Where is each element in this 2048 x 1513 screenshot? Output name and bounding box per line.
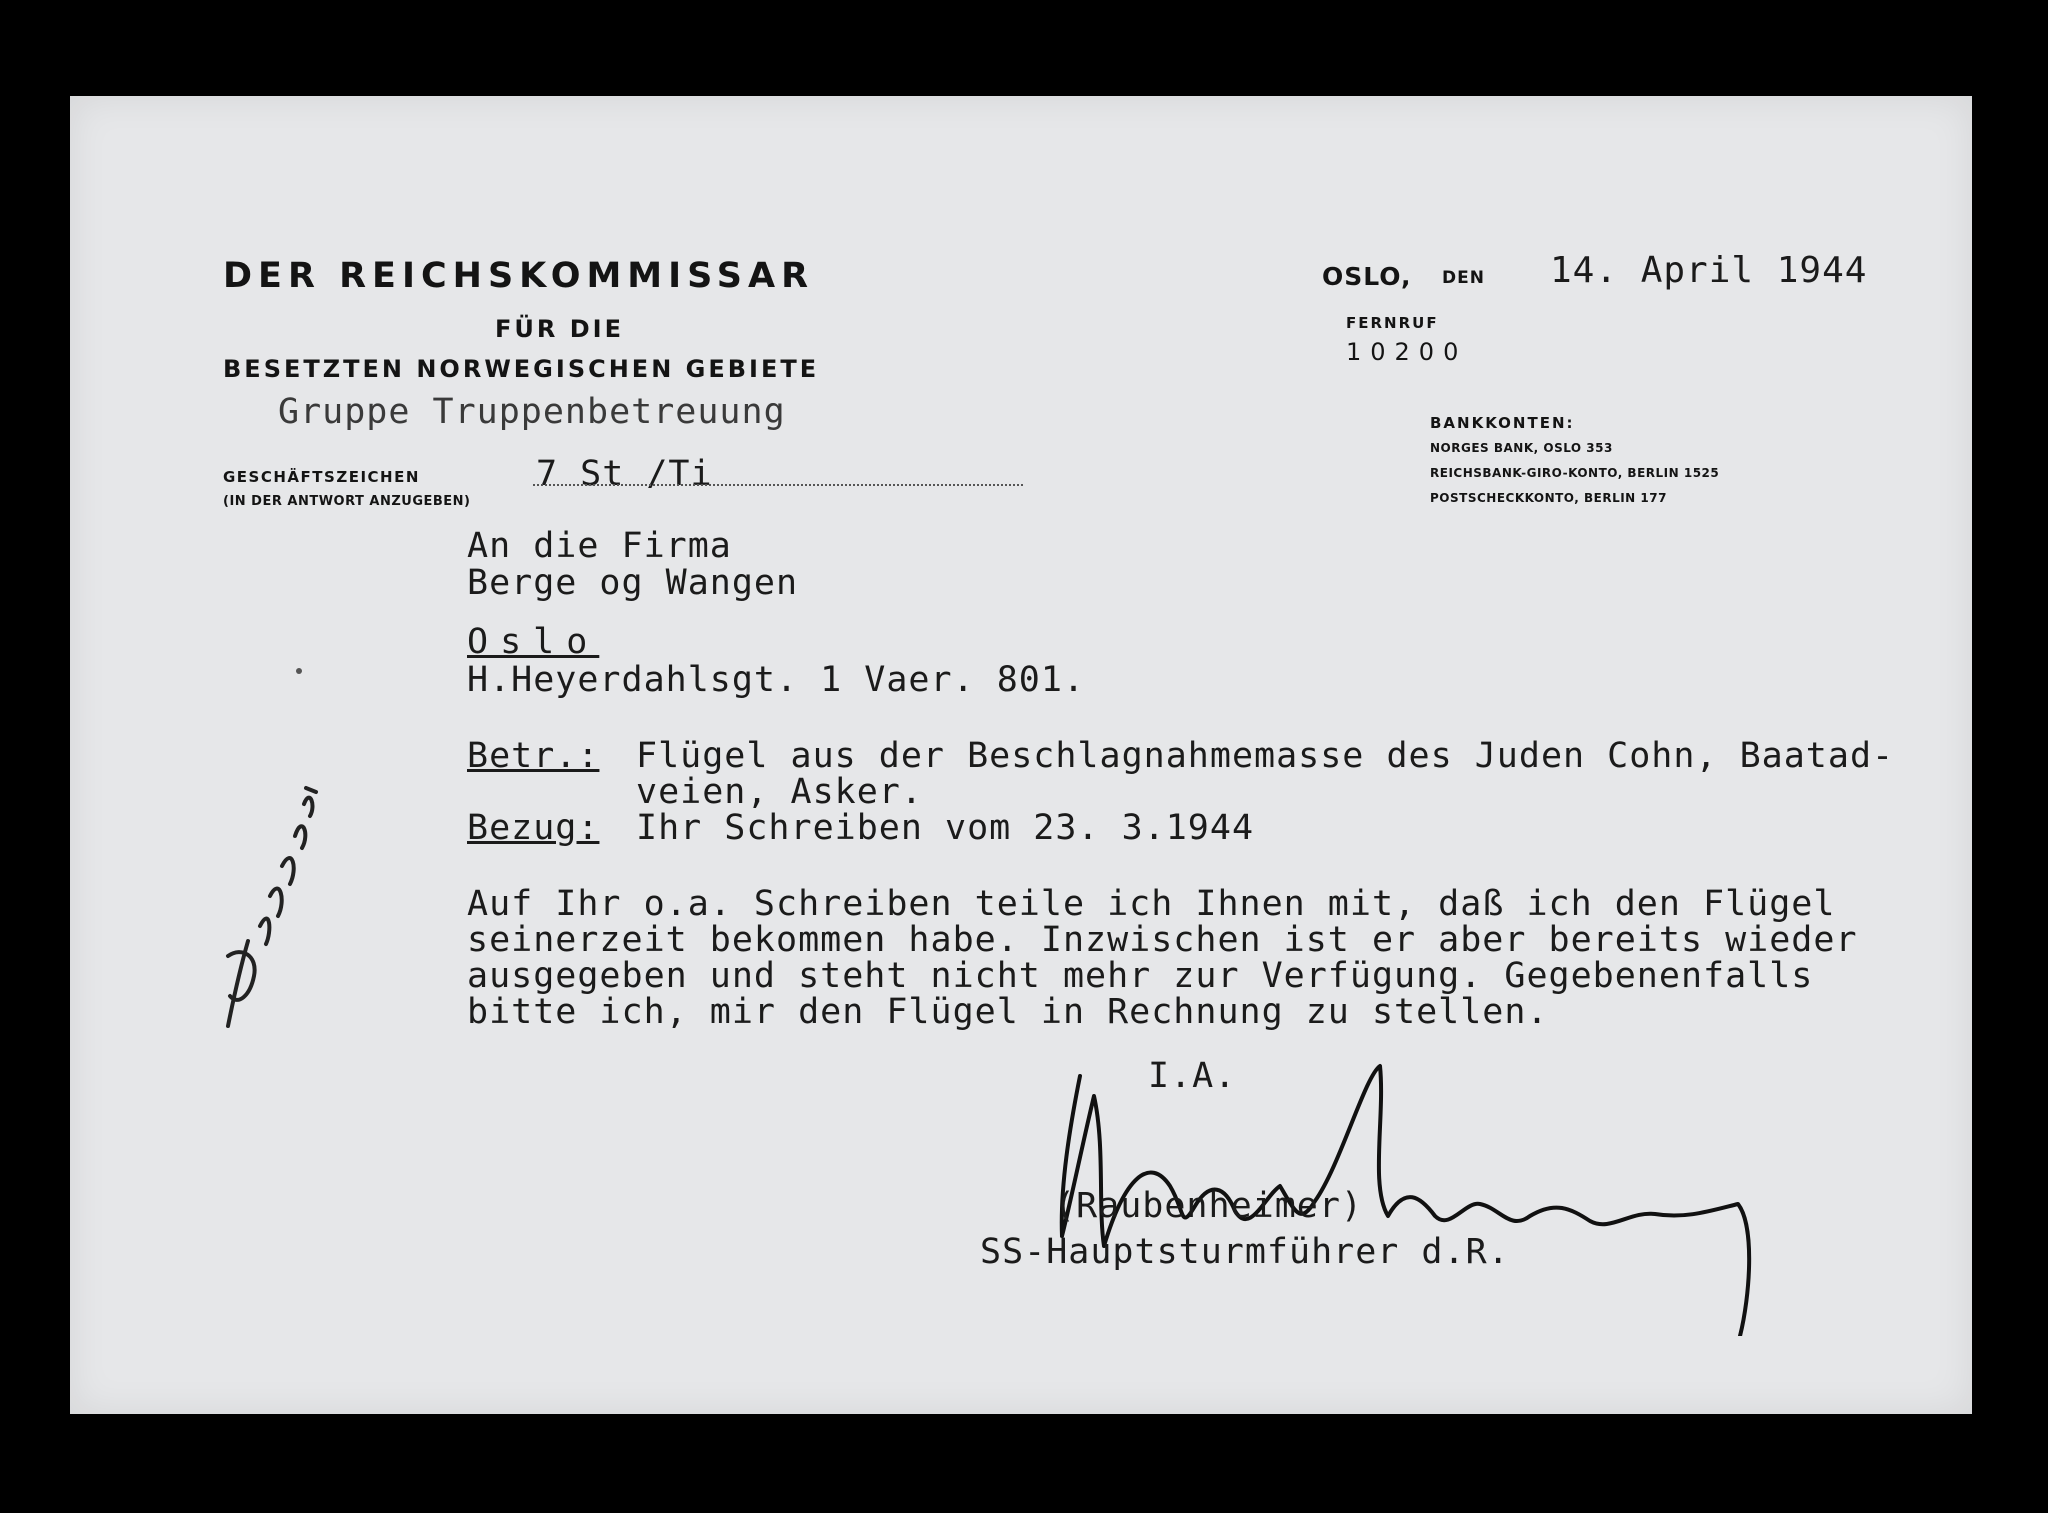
margin-handwritten-note — [120, 696, 340, 1076]
paper-speck — [296, 668, 302, 674]
letterhead-fuer-die: FÜR DIE — [495, 315, 624, 343]
body-line: seinerzeit bekommen habe. Inzwischen ist er aber bereits wieder — [467, 920, 1858, 960]
signatory-rank: SS-Hauptsturmführer d.R. — [980, 1232, 1510, 1272]
signatory-name: (Raubenheimer) — [1054, 1186, 1364, 1226]
recipient-city: Oslo — [467, 622, 600, 662]
subject-text: veien, Asker. — [636, 772, 923, 812]
letterhead-title: DER REICHSKOMMISSAR — [223, 256, 815, 296]
body-line: Auf Ihr o.a. Schreiben teile ich Ihnen mit, daß ich den Flügel — [467, 884, 1836, 924]
recipient-street: H.Heyerdahlsgt. 1 Vaer. 801. — [467, 660, 1086, 700]
body-line: bitte ich, mir den Flügel in Rechnung zu stellen. — [467, 992, 1549, 1032]
letter-sheet — [70, 96, 1972, 1414]
subject-text: Flügel aus der Beschlagnahmemasse des Juden Cohn, Baatad- — [636, 736, 1895, 776]
signature-ia: I.A. — [1148, 1056, 1237, 1096]
phone-label: FERNRUF — [1346, 314, 1439, 332]
bank-account-line: POSTSCHECKKONTO, BERLIN 177 — [1430, 491, 1667, 505]
phone-number: 10200 — [1346, 338, 1468, 366]
letter-date: 14. April 1944 — [1550, 250, 1868, 291]
department-line: Gruppe Truppenbetreuung — [278, 392, 786, 432]
bank-account-line: REICHSBANK-GIRO-KONTO, BERLIN 1525 — [1430, 466, 1720, 480]
letterhead-besetzten-gebiete: BESETZTEN NORWEGISCHEN GEBIETE — [223, 355, 820, 383]
date-prefix-label: DEN — [1442, 268, 1485, 288]
recipient-line: An die Firma — [467, 526, 732, 566]
place-label: OSLO, — [1322, 262, 1412, 291]
reference-to-text: Ihr Schreiben vom 23. 3.1944 — [636, 808, 1255, 848]
recipient-company: Berge og Wangen — [467, 563, 799, 603]
subject-label: Betr.: — [467, 736, 600, 776]
reference-value: 7 St /Ti — [536, 454, 713, 494]
bank-accounts-label: BANKKONTEN: — [1430, 414, 1575, 432]
bank-account-line: NORGES BANK, OSLO 353 — [1430, 441, 1613, 455]
reference-hint: (IN DER ANTWORT ANZUGEBEN) — [223, 494, 471, 509]
reference-dotted-line — [533, 484, 1023, 486]
body-line: ausgegeben und steht nicht mehr zur Verfügung. Gegebenenfalls — [467, 956, 1814, 996]
reference-label: GESCHÄFTSZEICHEN — [223, 468, 420, 486]
reference-to-label: Bezug: — [467, 808, 600, 848]
